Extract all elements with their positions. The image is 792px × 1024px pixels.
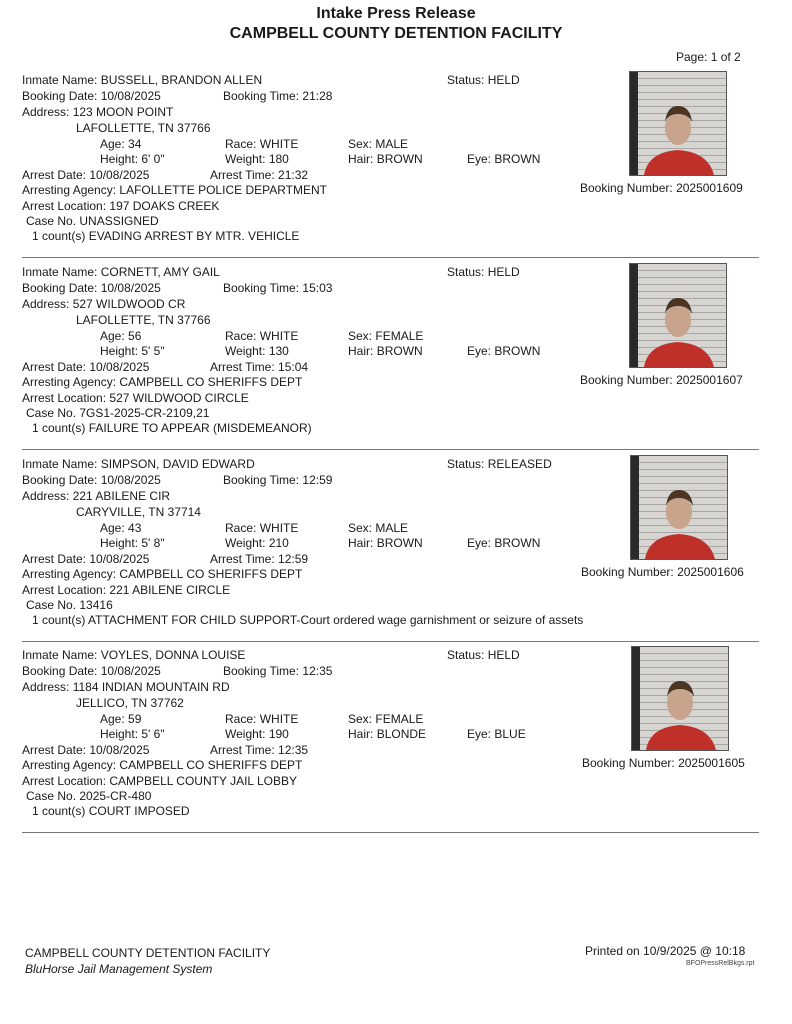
inmate-name-row [22,648,245,662]
status-row [447,265,520,279]
race-label: Race: [225,137,257,151]
address-line1: 221 ABILENE CIR [72,489,171,503]
inmate-record [0,575,792,818]
hair-value: BROWN [376,344,423,358]
eye-row [467,727,526,741]
booking-time-label: Booking Time: [223,89,300,103]
sex-label: Sex: [348,137,373,151]
weight-row [225,727,289,741]
printed-timestamp: Printed on 10/9/2025 @ 10:18 [585,944,746,958]
mugshot-photo [629,71,727,176]
status-value: RELEASED [487,457,552,471]
shirt-shape [644,342,714,367]
shirt-shape [644,150,714,175]
weight-value: 180 [268,152,289,166]
address-line1: 1184 INDIAN MOUNTAIN RD [72,680,230,694]
case-number-label: Case No. [26,789,77,803]
booking-date-label: Booking Date: [22,281,98,295]
eye-value: BROWN [494,344,541,358]
eye-value: BROWN [494,536,541,550]
eye-value: BLUE [494,727,526,741]
booking-time-row [223,281,332,295]
age-label: Age: [100,137,125,151]
weight-row [225,152,289,166]
booking-time-row [223,473,332,487]
booking-number-row [582,756,745,770]
arresting-agency-label: Arresting Agency: [22,183,117,197]
address-line1: 527 WILDWOOD CR [72,297,186,311]
status-value: HELD [487,648,520,662]
sex-row [348,329,423,343]
address-line1: 123 MOON POINT [72,105,174,119]
case-number: 7GS1-2025-CR-2109,21 [79,406,210,420]
height-value: 5' 6" [141,727,165,741]
hair-label: Hair: [348,536,374,550]
arrest-time: 21:32 [278,168,309,182]
sex-label: Sex: [348,329,373,343]
arrest-date-label: Arrest Date: [22,552,87,566]
booking-time: 15:03 [302,281,333,295]
address-label: Address: [22,105,70,119]
sex-row [348,521,408,535]
arrest-time-row [210,552,308,566]
arrest-time-row [210,360,308,374]
booking-date: 10/08/2025 [100,281,161,295]
arresting-agency: CAMPBELL CO SHERIFFS DEPT [119,567,303,581]
arrest-location-row [22,774,297,788]
booking-date-label: Booking Date: [22,473,98,487]
weight-row [225,536,289,550]
arresting-agency-label: Arresting Agency: [22,758,117,772]
weight-value: 210 [268,536,289,550]
sex-value: MALE [375,137,409,151]
eye-value: BROWN [494,152,541,166]
inmate-name: BUSSELL, BRANDON ALLEN [100,73,263,87]
mugshot-photo [629,263,727,368]
inmate-name: CORNETT, AMY GAIL [100,265,220,279]
arrest-date-label: Arrest Date: [22,360,87,374]
arrest-date: 10/08/2025 [89,552,150,566]
case-number-label: Case No. [26,598,77,612]
arrest-date: 10/08/2025 [89,168,150,182]
hair-label: Hair: [348,727,374,741]
age-value: 43 [128,521,142,535]
eye-label: Eye: [467,727,492,741]
arrest-date-row [22,743,149,757]
charge: 1 count(s) ATTACHMENT FOR CHILD SUPPORT-Court ordered wage garnishment or seizure of assets [32,613,584,627]
height-row [100,344,165,358]
height-label: Height: [100,536,139,550]
weight-label: Weight: [225,727,266,741]
arrest-time-row [210,168,308,182]
eye-label: Eye: [467,152,492,166]
booking-date-row [22,89,161,103]
sex-row [348,137,408,151]
arrest-location-label: Arrest Location: [22,583,107,597]
arrest-time: 15:04 [278,360,309,374]
height-label: Height: [100,152,139,166]
status-value: HELD [487,73,520,87]
arresting-agency-label: Arresting Agency: [22,567,117,581]
address-label: Address: [22,297,70,311]
footer-system: BluHorse Jail Management System [25,962,213,976]
report-code: BFOPressRelBkgs.rpt [686,960,755,967]
footer-facility: CAMPBELL COUNTY DETENTION FACILITY [25,946,271,960]
inmate-name-row [22,73,262,87]
arrest-location: 527 WILDWOOD CIRCLE [109,391,249,405]
sex-value: FEMALE [375,712,424,726]
arrest-date: 10/08/2025 [89,360,150,374]
booking-number: 2025001606 [677,565,744,579]
height-value: 5' 5" [141,344,165,358]
inmate-name: VOYLES, DONNA LOUISE [100,648,246,662]
eye-row [467,536,540,550]
inmate-name-row [22,265,220,279]
race-value: WHITE [259,329,299,343]
race-row [225,521,298,535]
arrest-location: 197 DOAKS CREEK [109,199,220,213]
age-value: 59 [128,712,142,726]
weight-value: 190 [268,727,289,741]
status-row [447,73,520,87]
age-row [100,521,141,535]
address-line2: LAFOLLETTE, TN 37766 [76,121,211,135]
address-label: Address: [22,489,70,503]
booking-time: 12:35 [302,664,333,678]
race-value: WHITE [259,521,299,535]
address-line2: LAFOLLETTE, TN 37766 [76,313,211,327]
address-row [22,489,170,503]
sex-label: Sex: [348,712,373,726]
booking-time-label: Booking Time: [223,281,300,295]
hair-label: Hair: [348,152,374,166]
inmate-name-label: Inmate Name: [22,648,98,662]
booking-number: 2025001605 [678,756,745,770]
arrest-time: 12:59 [278,552,309,566]
weight-label: Weight: [225,344,266,358]
booking-time: 12:59 [302,473,333,487]
hair-row [348,727,426,741]
inmate-name-row [22,457,255,471]
booking-number-label: Booking Number: [580,373,673,387]
race-value: WHITE [259,712,299,726]
arrest-location: CAMPBELL COUNTY JAIL LOBBY [109,774,298,788]
status-label: Status: [447,73,485,87]
inmate-name: SIMPSON, DAVID EDWARD [100,457,255,471]
hair-value: BROWN [376,152,423,166]
case-number-row [26,789,151,803]
sex-label: Sex: [348,521,373,535]
case-number-label: Case No. [26,406,77,420]
case-number: UNASSIGNED [79,214,159,228]
hair-value: BROWN [376,536,423,550]
age-label: Age: [100,712,125,726]
case-number: 2025-CR-480 [79,789,152,803]
race-label: Race: [225,521,257,535]
inmate-name-label: Inmate Name: [22,265,98,279]
booking-number: 2025001607 [676,373,743,387]
charge: 1 count(s) COURT IMPOSED [32,804,190,818]
mugshot-photo [631,646,729,751]
height-row [100,152,165,166]
address-label: Address: [22,680,70,694]
race-value: WHITE [259,137,299,151]
address-row [22,105,173,119]
charge: 1 count(s) EVADING ARREST BY MTR. VEHICLE [32,229,300,243]
arrest-date-label: Arrest Date: [22,168,87,182]
hair-row [348,536,423,550]
hair-label: Hair: [348,344,374,358]
arresting-agency-row [22,758,302,772]
booking-date: 10/08/2025 [100,473,161,487]
eye-row [467,344,540,358]
address-row [22,297,185,311]
inmate-record [0,0,792,243]
arrest-date-row [22,552,149,566]
arrest-location-label: Arrest Location: [22,391,107,405]
age-label: Age: [100,329,125,343]
arrest-date-row [22,360,149,374]
arresting-agency: LAFOLLETTE POLICE DEPARTMENT [119,183,328,197]
shirt-shape [645,534,715,559]
race-label: Race: [225,329,257,343]
booking-time-label: Booking Time: [223,664,300,678]
status-value: HELD [487,265,520,279]
eye-label: Eye: [467,536,492,550]
age-row [100,329,141,343]
height-row [100,536,165,550]
booking-date-label: Booking Date: [22,89,98,103]
status-row [447,648,520,662]
inmate-record [0,384,792,627]
booking-date-row [22,281,161,295]
address-line2: JELLICO, TN 37762 [76,696,184,710]
age-label: Age: [100,521,125,535]
status-row [447,457,552,471]
shirt-shape [646,725,716,750]
booking-time-label: Booking Time: [223,473,300,487]
booking-time: 21:28 [302,89,333,103]
arrest-date: 10/08/2025 [89,743,150,757]
booking-date: 10/08/2025 [100,664,161,678]
charge: 1 count(s) FAILURE TO APPEAR (MISDEMEANOR) [32,421,312,435]
arresting-agency: CAMPBELL CO SHERIFFS DEPT [119,758,303,772]
hair-row [348,344,423,358]
race-row [225,329,298,343]
age-value: 34 [128,137,142,151]
report-title: Intake Press Release [316,5,476,22]
age-value: 56 [128,329,142,343]
weight-row [225,344,289,358]
arrest-time-label: Arrest Time: [210,360,275,374]
status-label: Status: [447,265,485,279]
arrest-location-label: Arrest Location: [22,774,107,788]
age-row [100,137,141,151]
arrest-time-label: Arrest Time: [210,552,275,566]
hair-value: BLONDE [376,727,427,741]
arrest-time-label: Arrest Time: [210,168,275,182]
weight-value: 130 [268,344,289,358]
height-value: 6' 0" [141,152,165,166]
age-row [100,712,141,726]
height-label: Height: [100,727,139,741]
booking-number: 2025001609 [676,181,743,195]
booking-date-label: Booking Date: [22,664,98,678]
booking-number-label: Booking Number: [580,181,673,195]
arrest-location-label: Arrest Location: [22,199,107,213]
record-divider [22,832,759,833]
arrest-location: 221 ABILENE CIRCLE [109,583,231,597]
height-value: 5' 8" [141,536,165,550]
arrest-time: 12:35 [278,743,309,757]
mugshot-photo [630,455,728,560]
booking-date-row [22,473,161,487]
booking-date-row [22,664,161,678]
status-label: Status: [447,457,485,471]
race-row [225,137,298,151]
status-label: Status: [447,648,485,662]
sex-row [348,712,423,726]
inmate-name-label: Inmate Name: [22,457,98,471]
inmate-name-label: Inmate Name: [22,73,98,87]
address-line2: CARYVILLE, TN 37714 [76,505,201,519]
weight-label: Weight: [225,536,266,550]
sex-value: FEMALE [375,329,424,343]
arrest-date-label: Arrest Date: [22,743,87,757]
booking-date: 10/08/2025 [100,89,161,103]
sex-value: MALE [375,521,409,535]
arrest-time-label: Arrest Time: [210,743,275,757]
arresting-agency: CAMPBELL CO SHERIFFS DEPT [119,375,303,389]
booking-number-label: Booking Number: [581,565,674,579]
race-label: Race: [225,712,257,726]
case-number-label: Case No. [26,214,77,228]
page-indicator: Page: 1 of 2 [676,50,741,64]
inmate-record [0,192,792,435]
height-label: Height: [100,344,139,358]
height-row [100,727,165,741]
arrest-time-row [210,743,308,757]
weight-label: Weight: [225,152,266,166]
arrest-date-row [22,168,149,182]
eye-row [467,152,540,166]
hair-row [348,152,423,166]
address-row [22,680,230,694]
case-number: 13416 [79,598,113,612]
race-row [225,712,298,726]
booking-time-row [223,89,332,103]
facility-title: CAMPBELL COUNTY DETENTION FACILITY [229,25,563,42]
arresting-agency-label: Arresting Agency: [22,375,117,389]
booking-time-row [223,664,332,678]
eye-label: Eye: [467,344,492,358]
booking-number-label: Booking Number: [582,756,675,770]
